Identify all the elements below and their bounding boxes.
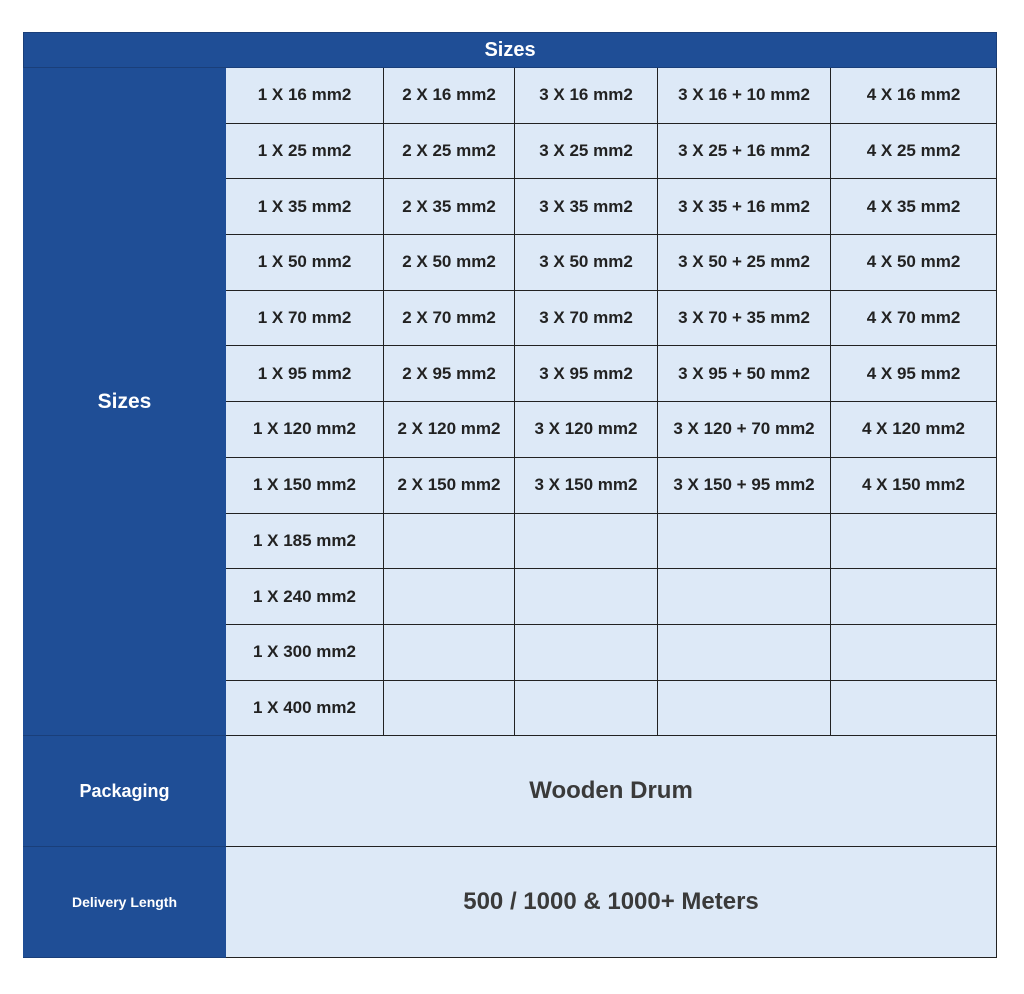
size-cell: 3 X 120 + 70 mm2 xyxy=(658,402,831,458)
size-cell xyxy=(658,624,831,680)
size-cell: 4 X 25 mm2 xyxy=(831,123,997,179)
size-cell: 2 X 25 mm2 xyxy=(384,123,515,179)
size-cell: 3 X 150 mm2 xyxy=(515,457,658,513)
size-cell xyxy=(831,680,997,736)
size-cell: 1 X 70 mm2 xyxy=(226,290,384,346)
size-cell: 1 X 16 mm2 xyxy=(226,68,384,124)
size-cell: 3 X 35 mm2 xyxy=(515,179,658,235)
size-cell: 1 X 95 mm2 xyxy=(226,346,384,402)
size-cell: 2 X 16 mm2 xyxy=(384,68,515,124)
size-cell xyxy=(515,569,658,625)
size-cell: 3 X 35 + 16 mm2 xyxy=(658,179,831,235)
size-cell: 2 X 120 mm2 xyxy=(384,402,515,458)
sizes-label: Sizes xyxy=(24,68,226,736)
size-cell xyxy=(658,680,831,736)
size-cell: 4 X 150 mm2 xyxy=(831,457,997,513)
size-cell: 1 X 300 mm2 xyxy=(226,624,384,680)
size-cell: 4 X 50 mm2 xyxy=(831,235,997,291)
size-cell: 3 X 50 + 25 mm2 xyxy=(658,235,831,291)
size-cell xyxy=(384,569,515,625)
size-cell: 2 X 50 mm2 xyxy=(384,235,515,291)
size-cell: 1 X 50 mm2 xyxy=(226,235,384,291)
size-cell: 4 X 95 mm2 xyxy=(831,346,997,402)
size-cell: 1 X 25 mm2 xyxy=(226,123,384,179)
size-cell: 2 X 150 mm2 xyxy=(384,457,515,513)
size-cell: 3 X 70 + 35 mm2 xyxy=(658,290,831,346)
size-cell: 3 X 120 mm2 xyxy=(515,402,658,458)
size-cell: 1 X 400 mm2 xyxy=(226,680,384,736)
table-row xyxy=(24,68,997,124)
size-cell xyxy=(831,624,997,680)
size-cell xyxy=(831,513,997,569)
size-cell xyxy=(515,624,658,680)
size-cell: 3 X 150 + 95 mm2 xyxy=(658,457,831,513)
table-title: Sizes xyxy=(24,33,997,68)
size-cell xyxy=(384,624,515,680)
table-header-row xyxy=(24,33,997,68)
size-cell xyxy=(658,569,831,625)
size-cell: 1 X 150 mm2 xyxy=(226,457,384,513)
sizes-spec-table xyxy=(23,32,997,958)
size-cell: 3 X 70 mm2 xyxy=(515,290,658,346)
size-cell xyxy=(515,680,658,736)
size-cell xyxy=(384,680,515,736)
size-cell xyxy=(658,513,831,569)
packaging-label: Packaging xyxy=(24,736,226,847)
size-cell: 4 X 35 mm2 xyxy=(831,179,997,235)
size-cell: 3 X 50 mm2 xyxy=(515,235,658,291)
size-cell: 2 X 35 mm2 xyxy=(384,179,515,235)
size-cell: 3 X 95 + 50 mm2 xyxy=(658,346,831,402)
size-cell: 1 X 120 mm2 xyxy=(226,402,384,458)
size-cell xyxy=(384,513,515,569)
size-cell xyxy=(831,569,997,625)
size-cell: 2 X 70 mm2 xyxy=(384,290,515,346)
delivery-row xyxy=(24,847,997,958)
size-cell: 4 X 70 mm2 xyxy=(831,290,997,346)
packaging-row xyxy=(24,736,997,847)
size-cell: 3 X 25 + 16 mm2 xyxy=(658,123,831,179)
size-cell: 4 X 120 mm2 xyxy=(831,402,997,458)
size-cell: 3 X 25 mm2 xyxy=(515,123,658,179)
size-cell: 1 X 185 mm2 xyxy=(226,513,384,569)
size-cell xyxy=(515,513,658,569)
size-cell: 4 X 16 mm2 xyxy=(831,68,997,124)
size-cell: 1 X 35 mm2 xyxy=(226,179,384,235)
packaging-value: Wooden Drum xyxy=(226,736,997,847)
size-cell: 1 X 240 mm2 xyxy=(226,569,384,625)
size-cell: 3 X 16 mm2 xyxy=(515,68,658,124)
delivery-length-value: 500 / 1000 & 1000+ Meters xyxy=(226,847,997,958)
size-cell: 3 X 95 mm2 xyxy=(515,346,658,402)
delivery-length-label: Delivery Length xyxy=(24,847,226,958)
size-cell: 2 X 95 mm2 xyxy=(384,346,515,402)
size-cell: 3 X 16 + 10 mm2 xyxy=(658,68,831,124)
